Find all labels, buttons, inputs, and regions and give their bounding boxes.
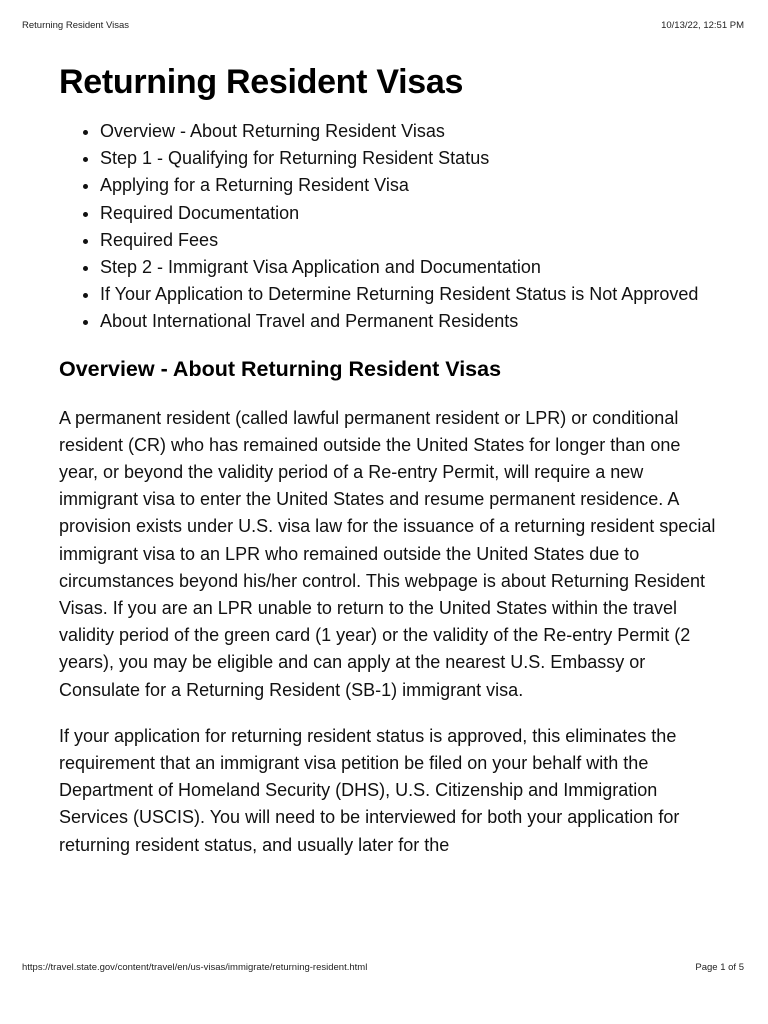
toc-item-overview[interactable] — [100, 118, 719, 145]
toc-link[interactable]: About International Travel and Permanent Residents — [100, 311, 519, 332]
overview-paragraph-1: A permanent resident (called lawful permanent resident or LPR) or conditional resident (CR) who has remained outside the United States for longer than one year, or beyond the validity period of a Re-entry Permit, will require a new immigrant visa to enter the United States and resume permanent residence. A provision exists under U.S. visa law for the issuance of a returning resident special immigrant visa to an LPR who remained outside the United States due to circumstances beyond his/her control. This webpage is about Returning Resident Visas. If you are an LPR unable to return to the United States within the travel validity period of the green card (1 year) or the validity of the Re-entry Permit (2 years), you may be eligible and can apply at the nearest U.S. Embassy or Consulate for a Returning Resident (SB-1) immigrant visa. — [59, 407, 716, 700]
table-of-contents — [59, 118, 719, 336]
section-heading-overview: Overview - About Returning Resident Visas — [59, 356, 502, 381]
toc-link[interactable]: Overview - About Returning Resident Visas — [100, 121, 445, 141]
print-header — [22, 20, 744, 34]
toc-link[interactable]: Required Documentation — [100, 202, 300, 223]
print-footer-url: https://travel.state.gov/content/travel/en/us-visas/immigrate/returning-resident.html — [22, 962, 368, 973]
page-content — [59, 58, 719, 859]
toc-item-step-2[interactable] — [100, 254, 719, 281]
toc-item-documentation[interactable] — [100, 200, 719, 227]
toc-link[interactable]: Required Fees — [100, 229, 219, 250]
toc-item-fees[interactable] — [100, 227, 719, 254]
page-title: Returning Resident Visas — [59, 63, 464, 101]
print-footer-page-indicator: Page 1 of 5 — [695, 962, 744, 973]
toc-link[interactable]: Step 2 - Immigrant Visa Application and Documentation — [100, 257, 541, 278]
print-header-title: Returning Resident Visas — [22, 20, 130, 31]
overview-paragraph-2: If your application for returning resident status is approved, this eliminates the requirement that an immigrant visa petition be filed on your behalf with the Department of Homeland Security (DHS), U.S. Citizenship and Immigration Services (USCIS). You will need to be interviewed for both your application for returning resident status, and usually later for the — [59, 725, 680, 855]
print-footer — [22, 962, 744, 976]
toc-link[interactable]: Applying for a Returning Resident Visa — [100, 175, 409, 196]
toc-item-international-travel[interactable] — [100, 308, 719, 335]
print-header-timestamp: 10/13/22, 12:51 PM — [661, 20, 744, 31]
toc-link[interactable]: If Your Application to Determine Returning Resident Status is Not Approved — [100, 284, 699, 305]
toc-item-step-1[interactable] — [100, 145, 719, 172]
toc-item-not-approved[interactable] — [100, 281, 719, 308]
toc-link[interactable]: Step 1 - Qualifying for Returning Resident Status — [100, 148, 490, 169]
toc-item-applying[interactable] — [100, 172, 719, 199]
